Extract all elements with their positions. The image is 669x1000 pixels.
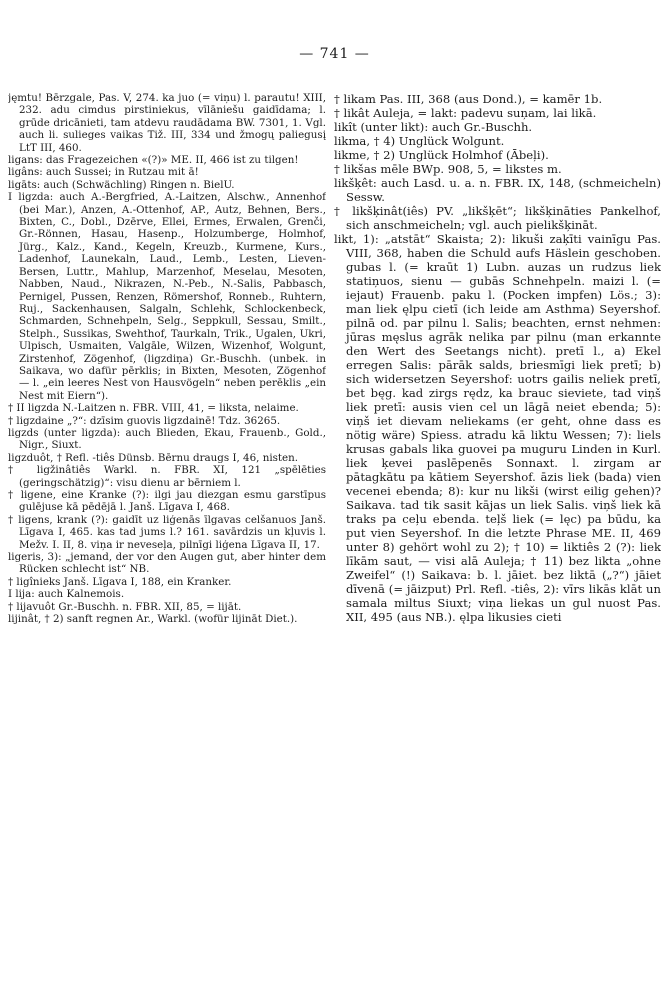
dictionary-entry: † likât Auleja, = lakt: padevu suņam, lai likā. bbox=[334, 106, 597, 120]
dictionary-entry: ligans: das Fragezeichen «(?)» ME. II, 466 ist zu tilgen! bbox=[8, 154, 299, 167]
dictionary-entry: likt, 1): „atstāt“ Skaista; 2): likuši zaķīti vainīgu Pas. VIII, 368, haben die Schuld aufs Häslein geschoben. gubas l. (= kraūt 1) Lubn. auzas un rudzus liek statiņuos, sienu — gubās Schnehpeln. maizi l. (= iejaut) Frauenb. paku l. (Pocken impfen) Lös.; 3): man liek ęlpu cietī (ich leide am Asthma) Seyershof. pilnā od. par pilnu l. Salis; beachten, ernst nehmen: jūras męslus agrāk nelika par pilnu (man erkannte den Wert des Seetangs nicht). pretī l., a) Ekel erregen Salis: pārāk salds, briesmīgi liek pretī; b) sich widersetzen Seyershof: uotrs gailis neliek pretī, bet bęg. kad zirgs rędz, ka brauc sieviete, tad viņš liek pretī: ausis vien cel un lāgā neiet ebenda; 5): viņš iet dievam neliekams (er geht, ohne dass es nötig wäre) Spiess. atradu kā liktu Wessen; 7): liels krusas gabals lika guovei pa muguru Linden in Kurl. liek ķevei paslēpenēs Sonnaxt. l. zirgam ar pātagkātu pa kātiem Seyershof. āzis liek (bada) vien vecenei ebenda; 8): kur nu likši (wirst eilig gehen)? Saikava. tad tik sasit kājas un liek Salis. viņš liek kā traks pa ceļu ebenda. teļš liek (= lęc) pa būdu, ka put vien Seyershof. In die letzte Phrase ME. II, 469 unter 8) gehört wohl zu 2); † 10) = liktiês 2 (?): liek līkām saut, — visi alā Auleja; † 11) bez likta „ohne Zweifel“ (!) Saikava: b. l. jāiet. bez liktā („?“) jāiet dīvenā (= jāizput) Prl. Refl. -tiês, 2): vīrs likās klāt un samala miltus Siuxt; viņa liekas un gul nuost Pas. XII, 495 (aus NB.). ęlpa likusies cieti bbox=[334, 232, 661, 624]
right-column bbox=[334, 92, 661, 624]
page-number: — 741 — bbox=[299, 46, 370, 62]
dictionary-entry: jęmtu! Bērzgale, Pas. V, 274. ka juo (= viņu) l. parautu! XIII, 232. adu cimdus pirstiniekus, vīlāniešu gaidīdama; l. grūde dricānieti, tam atdevu raudādama BW. 7301, 1. Vgl. auch li. sulieges vaikas Tiž. III, 334 und žmogų paliegusį LtT III, 460. bbox=[8, 92, 326, 154]
dictionary-entry: likšķêt: auch Lasd. u. a. n. FBR. IX, 148, (schmeicheln) Sessw. bbox=[334, 176, 661, 204]
dictionary-entry: † ligene, eine Kranke (?): ilgi jau diezgan esmu garstīpus gulējuse kā pēdējā l. Janš. Līgava I, 468. bbox=[8, 489, 326, 514]
dictionary-entry: ligâns: auch Sussei; in Rutzau mit ā! bbox=[8, 166, 199, 179]
dictionary-entry: † ligens, krank (?): gaidīt uz liģenās īlgavas celšanuos Janš. Līgava I, 465. kas tad jums l.? 161. savārdzis un kļuvis l. Mežv. I. II, 8. viņa ir neveseļa, pilnīgi liģena Līgava II, 17. bbox=[8, 513, 326, 551]
dictionary-entry: I ligzda: auch A.-Bergfried, A.-Laitzen, Alschw., Annenhof (bei Mar.), Anzen, A.-Ottenhof, AP., Autz, Behnen, Bers., Bixten, C., Dobl., Dzērve, Ellei, Ermes, Erwalen, Grenči, Gr.-Rönnen, Hasau, Hasenp., Holzumberge, Holmhof, Jürg., Kalz., Kand., Kegeln, Kreuzb., Kurmene, Kurs., Ladenhof, Launekaln, Laud., Lemb., Lesten, Lieven-Bersen, Luttr., Mahlup, Marzenhof, Meselau, Mesoten, Nabben, Naud., Nikrazen, N.-Peb., N.-Salis, Pabbasch, Pernigel, Pussen, Renzen, Römershof, Ronneb., Ruhtern, Ruj., Sackenhausen, Salgaln, Schlehk, Schlockenbeck, Schmarden, Schnehpeln, Selg., Seppkull, Sessau, Smilt., Stelph., Sussikas, Swehthof, Taurkaln, Trik., Ugalen, Ukri, Ulpisch, Usmaiten, Valgāle, Wilzen, Wizenhof, Wolgunt, Zirstenhof, Zögenhof, (ligzdiņa) Gr.-Buschh. (unbek. in Saikava, wo dafür pērklis; in Bixten, Mesoten, Zögenhof — l. „ein leeres Nest von Hausvögeln“ neben perēklis „ein Nest mit Eiern“). bbox=[8, 191, 326, 402]
dictionary-entry: likma, † 4) Unglück Wolgunt. bbox=[334, 134, 505, 148]
dictionary-entry: likît (unter likt): auch Gr.-Buschh. bbox=[334, 120, 533, 134]
dictionary-entry: † likam Pas. III, 368 (aus Dond.), = kamēr 1b. bbox=[334, 92, 603, 106]
dictionary-entry: ligāts: auch (Schwächling) Ringen n. BielU. bbox=[8, 178, 235, 191]
dictionary-entry: I lija: auch Kalnemois. bbox=[8, 588, 125, 601]
dictionary-entry: † ligzdaine „?“: dzīsim guovis ligzdainē! Tdz. 36265. bbox=[8, 414, 281, 427]
dictionary-entry: † likšķinât(iês) PV. „likšķēt“; likšķināties Pankelhof, sich anschmeicheln; vgl. auch pielikšķināt. bbox=[334, 204, 661, 232]
dictionary-entry: ligzds (unter ligzda): auch Blieden, Ekau, Frauenb., Gold., Nigr., Siuxt. bbox=[8, 426, 326, 452]
dictionary-entry: † lijavuôt Gr.-Buschh. n. FBR. XII, 85, = lijāt. bbox=[8, 600, 242, 613]
left-column bbox=[8, 92, 326, 625]
dictionary-entry: † likšas mēle BWp. 908, 5, = likstes m. bbox=[334, 162, 562, 176]
dictionary-entry: † ligînieks Janš. Līgava I, 188, ein Kranker. bbox=[8, 575, 232, 588]
dictionary-entry: ligeris, 3): „jemand, der vor den Augen gut, aber hinter dem Rücken schlecht ist“ NB. bbox=[8, 551, 326, 576]
dictionary-entry: † ligžinâtiês Warkl. n. FBR. XI, 121 „spēlēties (geringschätzig)“: visu dienu ar bērniem l. bbox=[8, 464, 326, 489]
dictionary-entry: † II ligzda N.-Laitzen n. FBR. VIII, 41, = liksta, nelaime. bbox=[8, 402, 299, 415]
dictionary-entry: ligzduôt, † Refl. -tiês Dünsb. Bērnu draugs I, 46, nisten. bbox=[8, 451, 299, 464]
dictionary-entry: likme, † 2) Unglück Holmhof (Ābeļi). bbox=[334, 148, 549, 162]
dictionary-entry: lijinât, † 2) sanft regnen Ar., Warkl. (wofür lijināt Diet.). bbox=[8, 613, 298, 626]
